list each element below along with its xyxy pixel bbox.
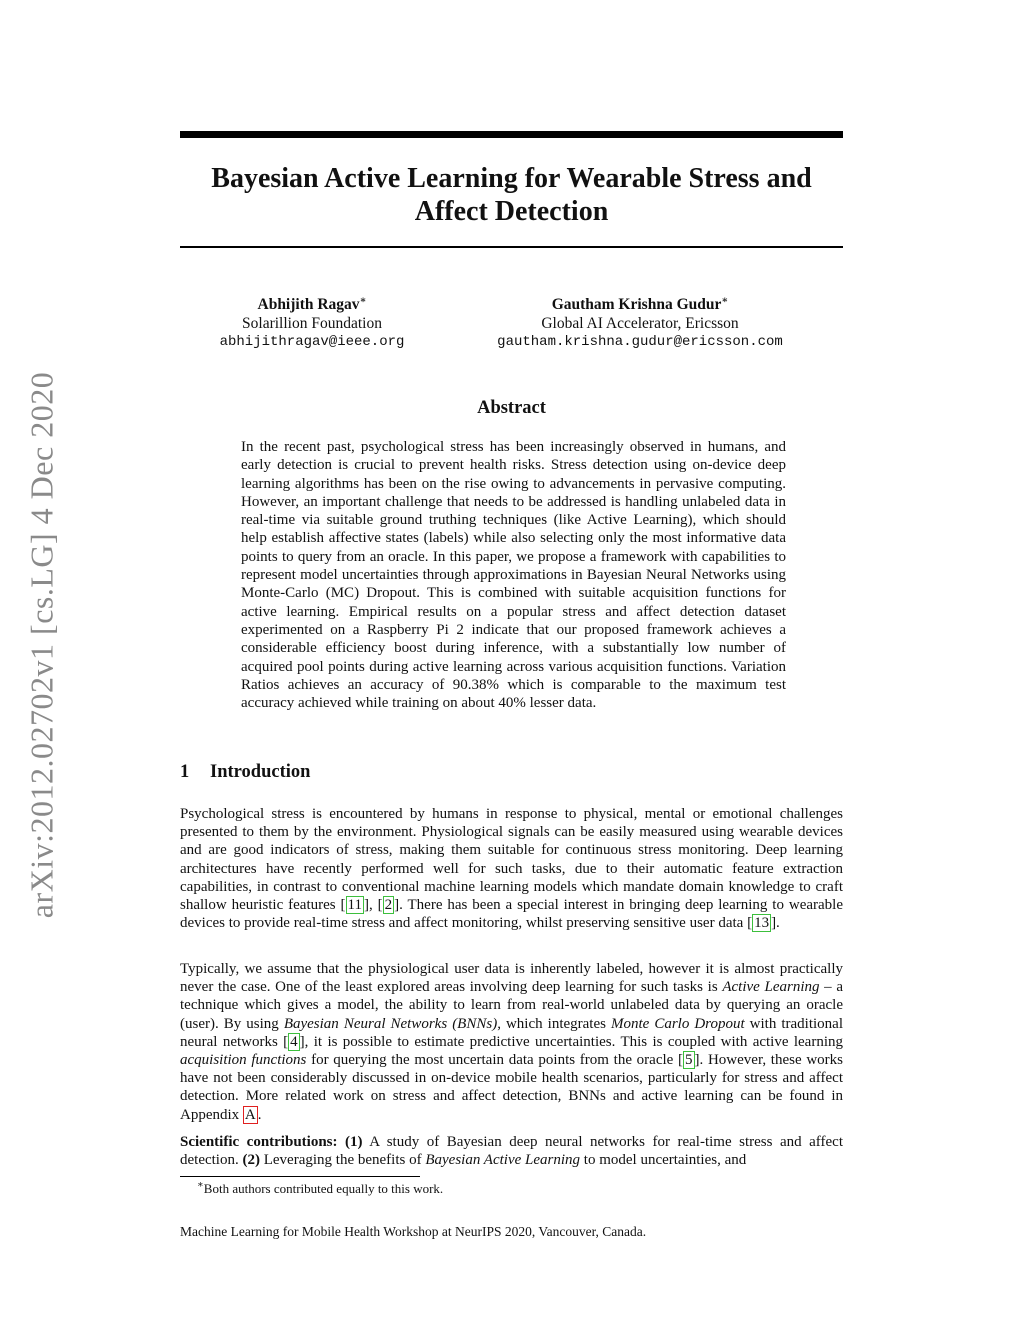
author-block-1 (212, 295, 412, 352)
intro-paragraph-3: Scientific contributions: (1) A study of Bayesian deep neural networks for real-time stress and affect detection. (2) Leveraging the benefits of Bayesian Active Learning to model uncertainties, and (180, 1134, 844, 1169)
section-heading (180, 762, 310, 783)
title-bottom-rule (180, 246, 843, 248)
emphasis-term: Monte Carlo Dropout (610, 1015, 745, 1032)
title-top-rule (180, 131, 843, 138)
citation-link[interactable]: 4 (290, 1033, 298, 1050)
emphasis-term: acquisition functions (180, 1052, 307, 1069)
author-name: Gautham Krishna Gudur∗ (551, 294, 729, 313)
author-affiliation: Solarillion Foundation (242, 315, 382, 332)
intro-paragraph-1: Psychological stress is encountered by humans in response to physical, mental or emotional challenges presented to them by the environment. Physiological signals can be easily measured using wearable devices and are good indicators of stress, making them suitable for continuous stress monitoring. Deep learning architectures have recently performed well for such tasks, due to their automatic feature extraction capabilities, in contrast to conventional machine learning models which mandate domain knowledge to craft shallow heuristic features [ 11 ], [ 2 ]. There has been a special interest in bringing deep learning to wearable devices to provide real-time stress and affect monitoring, whilst preserving sensitive user data [ 13 ]. (180, 806, 843, 932)
author-email: gautham.krishna.gudur@ericsson.com (497, 334, 783, 350)
emphasis-term: Bayesian Neural Networks (BNNs) (283, 1015, 498, 1032)
title-line-1: Bayesian Active Learning for Wearable Stress and (211, 163, 812, 194)
intro-paragraph-2: Typically, we assume that the physiological user data is inherently labeled, however it is almost practically never the case. One of the least explored areas involving deep learning for such tasks is Active Learning – a technique which gives a model, the ability to learn from real-world unlabeled data by querying an oracle (user). By using Bayesian Neural Networks (BNNs), which integrates Monte Carlo Dropout with traditional neural networks [ 4 ], it is possible to estimate predictive uncertainties. This is coupled with active learning acquisition functions for querying the most uncertain data points from the oracle [ 5 ]. However, these works have not been considerably discussed in on-device mobile health scenarios, particularly for stress and affect detection. More related work on stress and affect detection, BNNs and active learning can be found in Appendix A . (180, 961, 843, 1123)
citation-link[interactable]: 13 (754, 915, 770, 932)
citation-link[interactable]: 5 (685, 1052, 693, 1069)
author-block-2 (470, 295, 810, 352)
citation-link[interactable]: 2 (384, 897, 393, 914)
emphasis-term: Bayesian Active Learning (425, 1152, 581, 1169)
abstract-heading: Abstract (477, 398, 546, 418)
citation-link[interactable]: 11 (347, 897, 362, 914)
author-name: Abhijith Ragav∗ (257, 294, 367, 313)
footnote-mark: ∗ (197, 1179, 204, 1191)
arxiv-identifier-stamp: arXiv:2012.02702v1 [cs.LG] 4 Dec 2020 (23, 371, 60, 919)
section-number: 1 (180, 762, 190, 782)
author-email: abhijithragav@ieee.org (219, 334, 405, 350)
paper-title (180, 162, 843, 228)
equal-contribution-mark: ∗ (359, 294, 367, 306)
title-line-2: Affect Detection (414, 196, 609, 227)
contributions-lead: Scientific contributions: (180, 1134, 338, 1150)
venue-note: Machine Learning for Mobile Health Workshop at NeurIPS 2020, Vancouver, Canada. (180, 1224, 647, 1239)
footnote: ∗Both authors contributed equally to this work. (197, 1179, 444, 1196)
footnote-rule (180, 1176, 420, 1177)
abstract-text: In the recent past, psychological stress has been increasingly observed in humans, and early detection is crucial to prevent health risks. Stress detection using on-device deep learning algorithms has been on the rise owing to advancements in pervasive computing. However, an important challenge that needs to be addressed is handling unlabeled data in real-time via suitable ground truthing techniques (like Active Learning), which should help establish affective states (labels) while also selecting only the most informative data points to query from an oracle. In this paper, we propose a framework with capabilities to represent model uncertainties through approximations in Bayesian Neural Networks using Monte-Carlo (MC) Dropout. This is combined with suitable acquisition functions for active learning. Empirical results on a popular stress and affect detection dataset experimented on a Raspberry Pi 2 indicate that our proposed framework achieves a considerable efficiency boost during inference, with a substantially low number of acquired pool points during active learning across various acquisition functions. Variation Ratios achieves an accuracy of 90.38% which is comparable to the maximum test accuracy achieved while training on about 40% lesser data. (241, 439, 786, 712)
author-affiliation: Global AI Accelerator, Ericsson (541, 315, 739, 332)
section-title: Introduction (210, 762, 311, 782)
appendix-link[interactable]: A (244, 1106, 256, 1123)
equal-contribution-mark: ∗ (721, 294, 729, 306)
emphasis-term: Active Learning (722, 979, 820, 996)
